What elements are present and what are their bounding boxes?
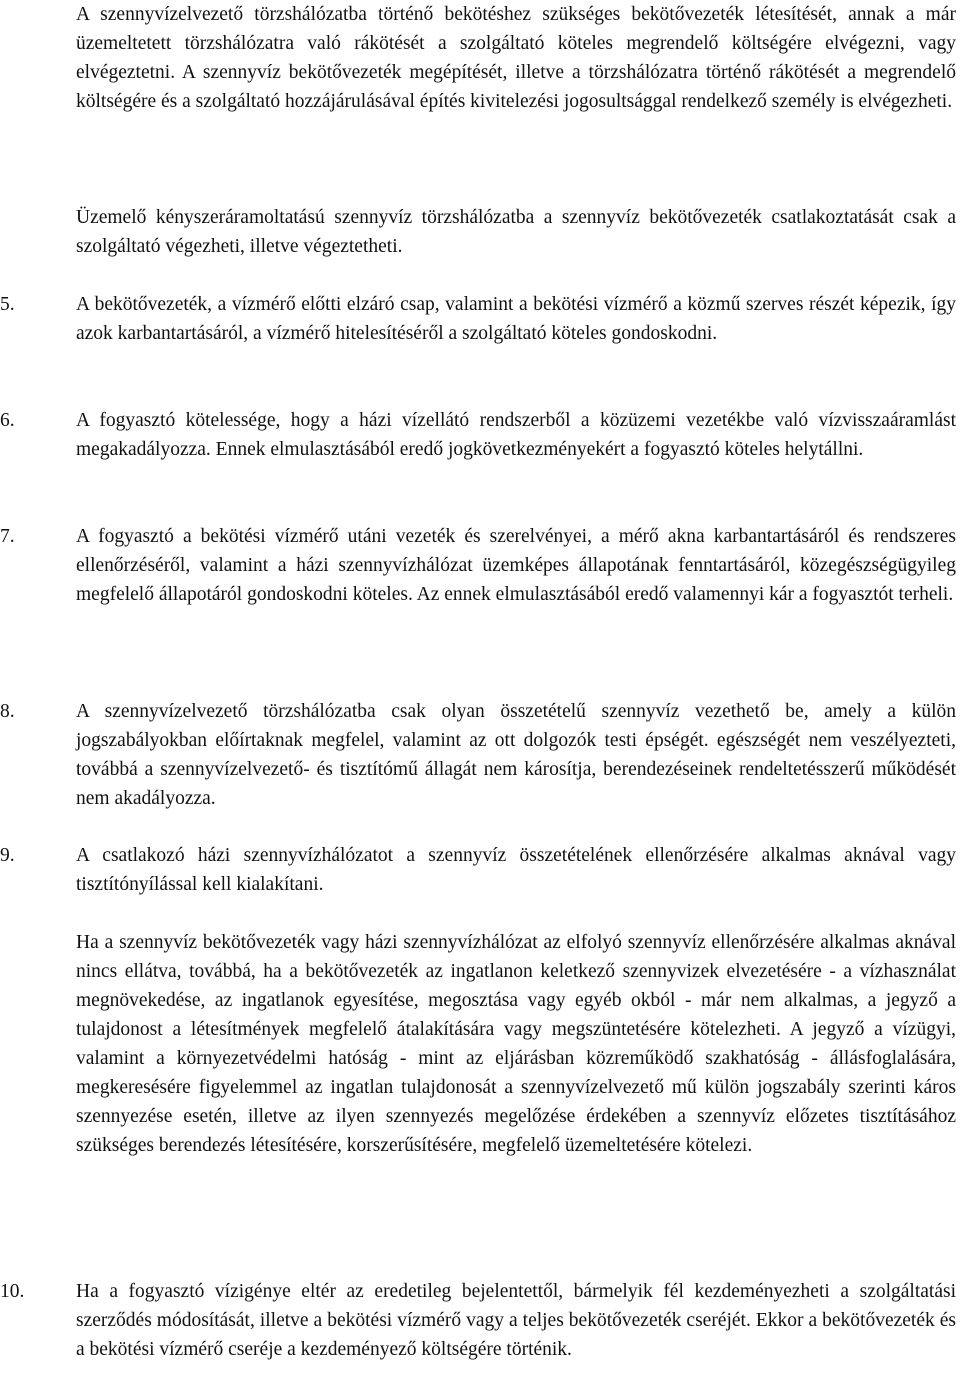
clause-7 [0,522,956,609]
clause-9 [0,841,956,899]
clause-text: A fogyasztó kötelessége, hogy a házi vízellátó rendszerből a közüzemi vezetékbe való vízvisszaáramlást megakadályozza. Ennek elmulasztásából eredő jogkövetkezményekért a fogyasztó köteles helytállni. [76,410,956,460]
clause-text: A fogyasztó a bekötési vízmérő utáni vezeték és szerelvényei, a mérő akna karbantartásáról és rendszeres ellenőrzéséről, valamint a házi szennyvízhálózat üzemképes állapotának fenntartásáról, közegészségügyileg megfelelő állapotáról gondoskodni köteles. Az ennek elmulasztásából eredő valamennyi kár a fogyasztót terheli. [76,526,956,605]
pressure-network-paragraph: Üzemelő kényszeráramoltatású szennyvíz törzshálózatba a szennyvíz bekötővezeték csatlakoztatását csak a szolgáltató végezheti, illetve végeztetheti. [76,207,956,257]
clause-text: A szennyvízelvezető törzshálózatba csak olyan összetételű szennyvíz vezethető be, amely a külön jogszabályokban előírtaknak megfelel, valamint az ott dolgozók testi épségét. egészségét nem veszélyezteti, továbbá a szennyvízelvezető- és tisztítómű állagát nem károsítja, berendezéseinek rendeltetésszerű működését nem akadályozza. [76,701,956,809]
clause-6 [0,406,956,464]
clause-text: Ha a fogyasztó vízigénye eltér az eredetileg bejelentettől, bármelyik fél kezdeményezheti a szolgáltatási szerződés módosítását, illetve a bekötési vízmérő vagy a teljes bekötővezeték cseréjét. Ekkor a bekötővezeték és a bekötési vízmérő cseréje a kezdeményező költségére történik. [76,1281,956,1360]
clause-9-followup-paragraph: Ha a szennyvíz bekötővezeték vagy házi szennyvízhálózat az elfolyó szennyvíz ellenőrzésére alkalmas aknával nincs ellátva, továbbá, ha a bekötővezeték az ingatlanon keletkező szennyvizek elvezetésére - a vízhasználat megnövekedése, az ingatlanok egyesítése, megosztása vagy egyéb okból - már nem alkalmas, a jegyző a tulajdonost a létesítmények megfelelő átalakítására vagy megszüntetésére kötelezheti. A jegyző a vízügyi, valamint a környezetvédelmi hatóság - mint az eljárásban közreműködő szakhatóság - állásfoglalására, megkeresésére figyelemmel az ingatlan tulajdonosát a szennyvízelvezető mű külön jogszabály szerinti káros szennyezése esetén, illetve az ilyen szennyezés megelőzése érdekében a szennyvíz előzetes tisztításához szükséges berendezés létesítésére, korszerűsítésére, megfelelő üzemeltetésére kötelezi. [76,932,956,1156]
clause-number: 5. [0,294,15,315]
clause-5 [0,290,956,348]
clause-number: 10. [0,1281,25,1302]
intro-paragraph: A szennyvízelvezető törzshálózatba történő bekötéshez szükséges bekötővezeték létesítését, annak a már üzemeltetett törzshálózatra való rákötését a szolgáltató köteles megrendelő költségére elvégezni, vagy elvégeztetni. A szennyvíz bekötővezeték megépítését, illetve a törzshálózatra történő rákötését a megrendelő költségére és a szolgáltató hozzájárulásával építés kivitelezési jogosultsággal rendelkező személy is elvégezheti. [76,4,956,112]
clause-text: A bekötővezeték, a vízmérő előtti elzáró csap, valamint a bekötési vízmérő a közmű szerves részét képezik, így azok karbantartásáról, a vízmérő hitelesítéséről a szolgáltató köteles gondoskodni. [76,294,956,344]
clause-number: 9. [0,845,15,866]
clause-8 [0,697,956,813]
clause-number: 7. [0,526,15,547]
clause-text: A csatlakozó házi szennyvízhálózatot a szennyvíz összetételének ellenőrzésére alkalmas aknával vagy tisztítónyílással kell kialakítani. [76,845,956,895]
clause-10 [0,1277,956,1364]
clause-number: 6. [0,410,15,431]
clause-number: 8. [0,701,15,722]
